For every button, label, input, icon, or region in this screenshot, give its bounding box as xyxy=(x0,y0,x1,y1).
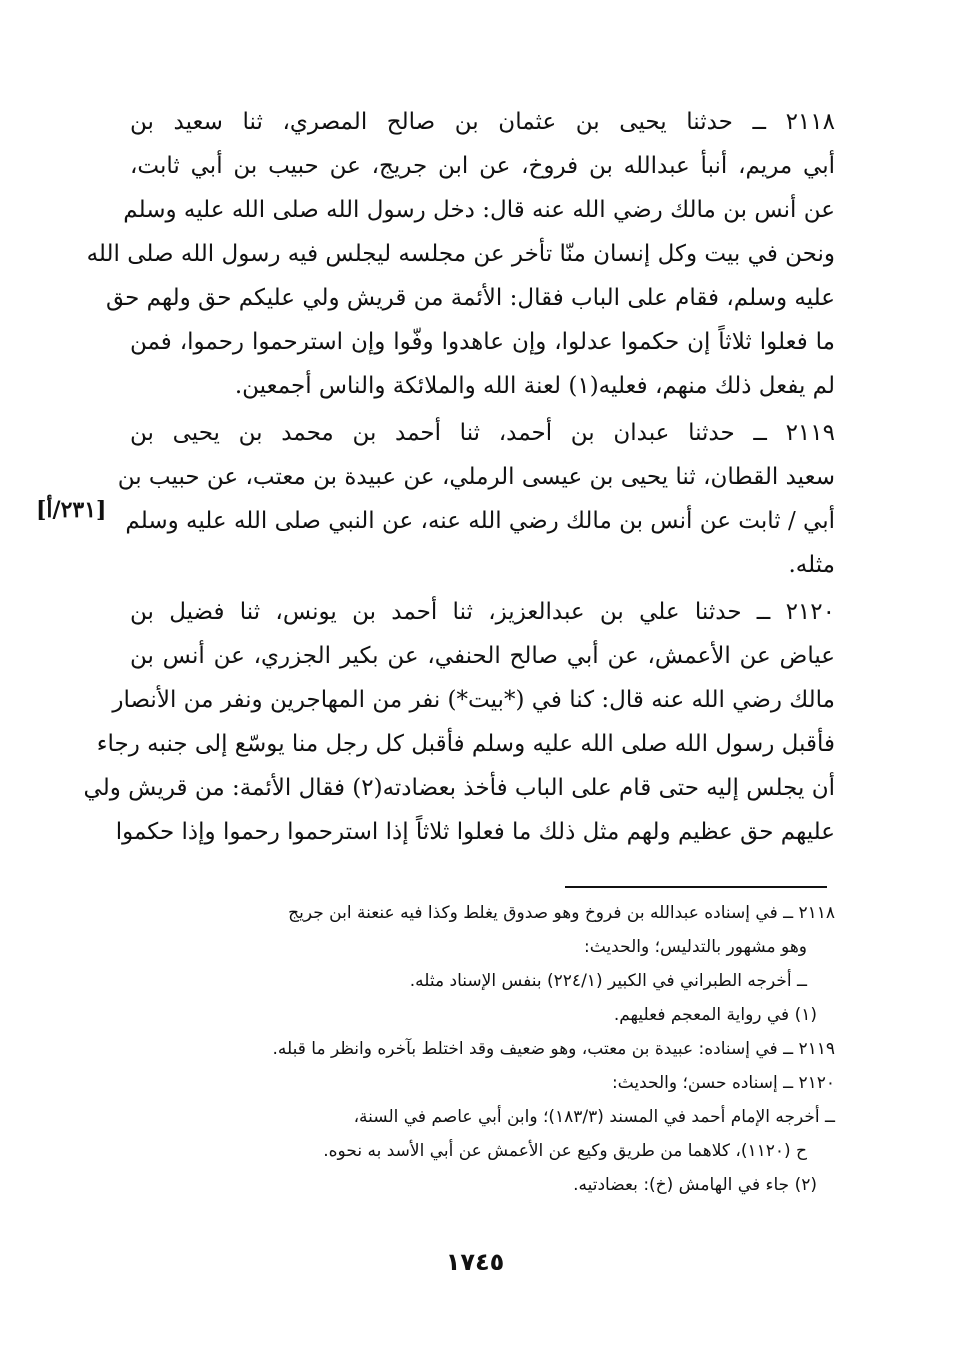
hadith-line: عليهم حق عظيم ولهم مثل ذلك ما فعلوا ثلاثاً إذا استرحموا رحموا وإذا حكموا xyxy=(115,819,835,845)
footnote-line: ٢١١٨ ــ في إسناده عبدالله بن فروخ وهو صدوق يغلط وكذا فيه عنعنة ابن جريج xyxy=(288,903,835,923)
hadith-line: ٢١١٨ ــ حدثنا يحيى بن عثمان بن صالح المصري، ثنا سعيد بن xyxy=(130,109,835,135)
hadith-line: ٢١١٩ ــ حدثنا عبدان بن أحمد، ثنا أحمد بن محمد بن يحيى بن xyxy=(130,420,835,446)
hadith-line: عليه وسلم، فقام على الباب فقال: الأئمة من قريش ولي عليكم حق ولهم حق xyxy=(105,285,835,311)
hadith-line: أن يجلس إليه حتى قام على الباب فأخذ بعضادته(٢) فقال الأئمة: من قريش ولي xyxy=(83,775,835,801)
hadith-line: أبي مريم، أنبأ عبدالله بن فروخ، عن ابن جريج، عن حبيب بن أبي ثابت، xyxy=(130,153,835,179)
footnote-line: (١) في رواية المعجم فعليهم. xyxy=(613,1005,817,1025)
hadith-line: مثله. xyxy=(788,552,835,578)
footnote-line: ٢١٢٠ ــ إسناده حسن؛ والحديث: xyxy=(611,1073,835,1093)
hadith-line: لم يفعل ذلك منهم، فعليه(١) لعنة الله والملائكة والناس أجمعين. xyxy=(234,373,835,399)
footnote-line: (٢) جاء في الهامش (خ): بعضادتيه. xyxy=(573,1175,817,1195)
hadith-2120 xyxy=(83,590,835,854)
footnotes xyxy=(130,896,835,1202)
hadith-line: أبي / ثابت عن أنس بن مالك رضي الله عنه، عن النبي صلى الله عليه وسلم xyxy=(125,508,835,534)
footnote-line: ح (١١٢٠)، كلاهما من طريق وكيع عن الأعمش عن أبي الأسد به نحوه. xyxy=(323,1141,807,1161)
hadith-line: عن أنس بن مالك رضي الله عنه قال: دخل رسول الله صلى الله عليه وسلم xyxy=(123,197,835,223)
footnote-line: ــ أخرجه الإمام أحمد في المسند (١٨٣/٣)؛ وابن أبي عاصم في السنة، xyxy=(353,1107,835,1127)
hadith-line: مالك رضي الله عنه قال: كنا في (*بيت*) نفر من المهاجرين ونفر من الأنصار xyxy=(112,687,835,713)
hadith-line: ونحن في بيت وكل إنسان منّا تأخر عن مجلسه ليجلس فيه رسول الله صلى الله xyxy=(86,241,835,267)
footnote-line: وهو مشهور بالتدليس؛ والحديث: xyxy=(584,937,807,957)
footnote-line: ٢١١٩ ــ في إسناده: عبيدة بن معتب، وهو ضعيف وقد اختلط بآخره وانظر ما قبله. xyxy=(272,1039,835,1059)
hadith-line: فأقبل رسول الله صلى الله عليه وسلم فأقبل كل رجل منا يوسّع إلى جنبه رجاء xyxy=(96,731,835,757)
hadith-line: سعيد القطان، ثنا يحيى بن عيسى الرملي، عن عبيدة بن معتب، عن حبيب بن xyxy=(117,464,835,490)
hadith-line: ما فعلوا ثلاثاً إن حكموا عدلوا، وإن عاهدوا وفّوا وإن استرحموا رحموا، فمن xyxy=(130,329,835,355)
hadith-2118 xyxy=(86,100,835,408)
hadith-2119 xyxy=(117,411,835,587)
hadith-line: ٢١٢٠ ــ حدثنا علي بن عبدالعزيز، ثنا أحمد بن يونس، ثنا فضيل بن xyxy=(130,599,835,625)
footnote-divider xyxy=(565,886,827,888)
footnote-line: ــ أخرجه الطبراني في الكبير (٢٢٤/١) بنفس الإسناد مثله. xyxy=(409,971,807,991)
manuscript-folio-ref: [٢٣١/أ] xyxy=(36,497,107,523)
hadith-line: عياض عن الأعمش، عن أبي صالح الحنفي، عن بكير الجزري، عن أنس بن xyxy=(130,643,835,669)
page-number: ١٧٤٥ xyxy=(445,1248,505,1276)
